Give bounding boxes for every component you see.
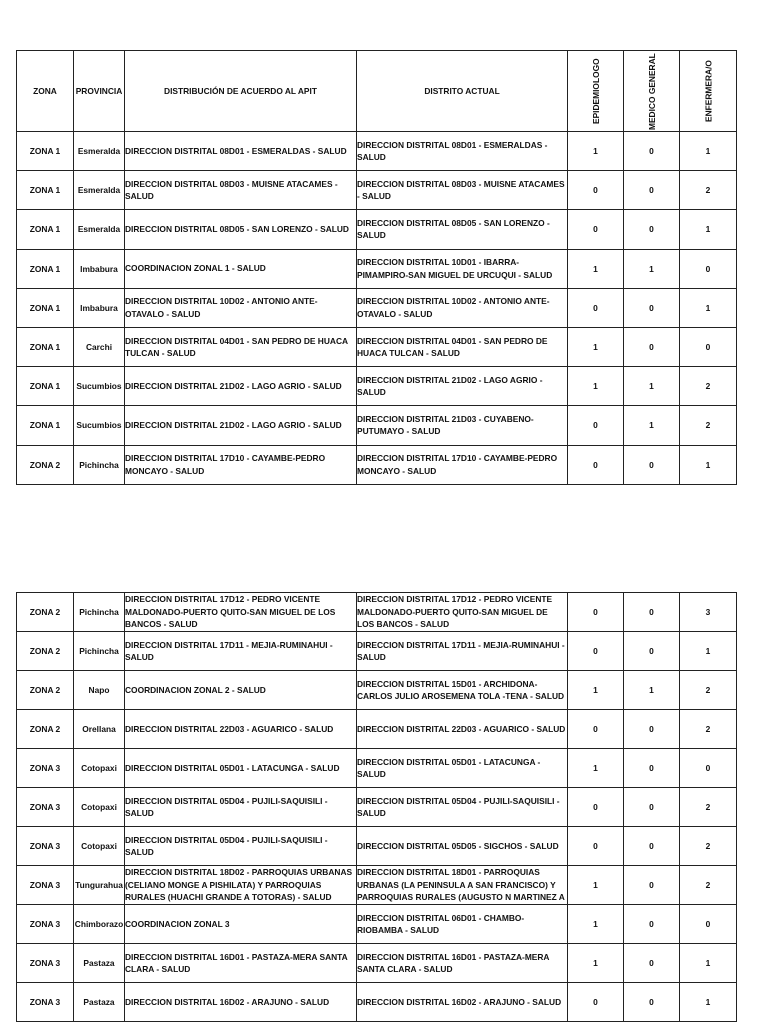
distrito-actual-cell: DIRECCION DISTRITAL 17D12 - PEDRO VICENTE MALDONADO-PUERTO QUITO-SAN MIGUEL DE LOS BANCOS - SALUD: [357, 593, 568, 632]
medico-general-count-cell: 0: [624, 327, 680, 366]
distrito-actual-cell: DIRECCION DISTRITAL 15D01 - ARCHIDONA-CARLOS JULIO AROSEMENA TOLA -TENA - SALUD: [357, 671, 568, 710]
epidemiologo-count-cell: 0: [568, 632, 624, 671]
provincia-cell: Cotopaxi: [74, 788, 125, 827]
header-medico-general: MEDICO GENERAL: [624, 51, 680, 132]
provincia-cell: Esmeralda: [74, 171, 125, 210]
table-row: [17, 132, 737, 171]
distribucion-cell: DIRECCION DISTRITAL 05D01 - LATACUNGA - SALUD: [125, 749, 357, 788]
medico-general-count-cell: 0: [624, 171, 680, 210]
zona-cell: ZONA 2: [17, 671, 74, 710]
table-row: [17, 827, 737, 866]
provincia-cell: Pichincha: [74, 632, 125, 671]
table-row: [17, 788, 737, 827]
staff-distribution-table-page-2: [16, 592, 737, 1022]
enfermera-count-cell: 0: [680, 749, 737, 788]
provincia-cell: Pichincha: [74, 593, 125, 632]
header-distribucion: DISTRIBUCIÓN DE ACUERDO AL APIT: [125, 51, 357, 132]
table-row: [17, 710, 737, 749]
distrito-actual-cell: DIRECCION DISTRITAL 08D01 - ESMERALDAS - SALUD: [357, 132, 568, 171]
epidemiologo-count-cell: 0: [568, 406, 624, 445]
provincia-cell: Esmeralda: [74, 210, 125, 249]
enfermera-count-cell: 1: [680, 210, 737, 249]
provincia-cell: Sucumbios: [74, 406, 125, 445]
zona-cell: ZONA 2: [17, 632, 74, 671]
distrito-actual-cell: DIRECCION DISTRITAL 16D02 - ARAJUNO - SALUD: [357, 983, 568, 1022]
zona-cell: ZONA 3: [17, 866, 74, 905]
provincia-cell: Sucumbios: [74, 367, 125, 406]
provincia-cell: Napo: [74, 671, 125, 710]
distrito-actual-cell: DIRECCION DISTRITAL 16D01 - PASTAZA-MERA SANTA CLARA - SALUD: [357, 944, 568, 983]
distribucion-cell: DIRECCION DISTRITAL 05D04 - PUJILI-SAQUISILI - SALUD: [125, 788, 357, 827]
medico-general-count-cell: 0: [624, 710, 680, 749]
enfermera-count-cell: 1: [680, 983, 737, 1022]
zona-cell: ZONA 3: [17, 749, 74, 788]
table-row: [17, 406, 737, 445]
distribucion-cell: DIRECCION DISTRITAL 16D01 - PASTAZA-MERA SANTA CLARA - SALUD: [125, 944, 357, 983]
medico-general-count-cell: 0: [624, 593, 680, 632]
table-row: [17, 671, 737, 710]
distrito-actual-cell: DIRECCION DISTRITAL 17D11 - MEJIA-RUMINAHUI - SALUD: [357, 632, 568, 671]
zona-cell: ZONA 1: [17, 210, 74, 249]
provincia-cell: Chimborazo: [74, 905, 125, 944]
distribucion-cell: DIRECCION DISTRITAL 18D02 - PARROQUIAS URBANAS (CELIANO MONGE A PISHILATA) Y PARROQUIAS RURALES (HUACHI GRANDE A TOTORAS) - SALUD: [125, 866, 357, 905]
table-row: [17, 749, 737, 788]
medico-general-count-cell: 1: [624, 367, 680, 406]
staff-distribution-table-page-1: [16, 50, 737, 485]
table-row: [17, 944, 737, 983]
distribucion-cell: DIRECCION DISTRITAL 08D03 - MUISNE ATACAMES - SALUD: [125, 171, 357, 210]
table-row: [17, 171, 737, 210]
zona-cell: ZONA 3: [17, 905, 74, 944]
epidemiologo-count-cell: 1: [568, 327, 624, 366]
header-epidemiologo: EPIDEMIOLOGO: [568, 51, 624, 132]
epidemiologo-count-cell: 0: [568, 288, 624, 327]
distrito-actual-cell: DIRECCION DISTRITAL 06D01 - CHAMBO-RIOBAMBA - SALUD: [357, 905, 568, 944]
enfermera-count-cell: 1: [680, 944, 737, 983]
medico-general-count-cell: 0: [624, 983, 680, 1022]
provincia-cell: Orellana: [74, 710, 125, 749]
zona-cell: ZONA 1: [17, 288, 74, 327]
table-row: [17, 983, 737, 1022]
distrito-actual-cell: DIRECCION DISTRITAL 05D05 - SIGCHOS - SALUD: [357, 827, 568, 866]
medico-general-count-cell: 0: [624, 288, 680, 327]
epidemiologo-count-cell: 1: [568, 671, 624, 710]
distribucion-cell: COORDINACION ZONAL 1 - SALUD: [125, 249, 357, 288]
distribucion-cell: DIRECCION DISTRITAL 04D01 - SAN PEDRO DE HUACA TULCAN - SALUD: [125, 327, 357, 366]
epidemiologo-count-cell: 1: [568, 367, 624, 406]
zona-cell: ZONA 3: [17, 788, 74, 827]
enfermera-count-cell: 3: [680, 593, 737, 632]
distribucion-cell: DIRECCION DISTRITAL 17D11 - MEJIA-RUMINAHUI - SALUD: [125, 632, 357, 671]
enfermera-count-cell: 1: [680, 288, 737, 327]
zona-cell: ZONA 1: [17, 249, 74, 288]
zona-cell: ZONA 3: [17, 827, 74, 866]
enfermera-count-cell: 2: [680, 406, 737, 445]
enfermera-count-cell: 2: [680, 367, 737, 406]
medico-general-count-cell: 0: [624, 905, 680, 944]
distribucion-cell: DIRECCION DISTRITAL 17D10 - CAYAMBE-PEDRO MONCAYO - SALUD: [125, 445, 357, 484]
distribucion-cell: DIRECCION DISTRITAL 10D02 - ANTONIO ANTE-OTAVALO - SALUD: [125, 288, 357, 327]
distribucion-cell: DIRECCION DISTRITAL 08D05 - SAN LORENZO - SALUD: [125, 210, 357, 249]
enfermera-count-cell: 1: [680, 132, 737, 171]
epidemiologo-count-cell: 1: [568, 905, 624, 944]
provincia-cell: Tungurahua: [74, 866, 125, 905]
zona-cell: ZONA 1: [17, 406, 74, 445]
epidemiologo-count-cell: 0: [568, 171, 624, 210]
medico-general-count-cell: 0: [624, 866, 680, 905]
provincia-cell: Pastaza: [74, 944, 125, 983]
zona-cell: ZONA 2: [17, 445, 74, 484]
provincia-cell: Cotopaxi: [74, 749, 125, 788]
distribucion-cell: DIRECCION DISTRITAL 21D02 - LAGO AGRIO - SALUD: [125, 406, 357, 445]
table-row: [17, 905, 737, 944]
table-body: [17, 132, 737, 485]
enfermera-count-cell: 0: [680, 905, 737, 944]
distrito-actual-cell: DIRECCION DISTRITAL 04D01 - SAN PEDRO DE HUACA TULCAN - SALUD: [357, 327, 568, 366]
header-distrito-actual: DISTRITO ACTUAL: [357, 51, 568, 132]
distrito-actual-cell: DIRECCION DISTRITAL 10D02 - ANTONIO ANTE-OTAVALO - SALUD: [357, 288, 568, 327]
distribucion-cell: DIRECCION DISTRITAL 17D12 - PEDRO VICENTE MALDONADO-PUERTO QUITO-SAN MIGUEL DE LOS BANCOS - SALUD: [125, 593, 357, 632]
epidemiologo-count-cell: 1: [568, 249, 624, 288]
medico-general-count-cell: 0: [624, 827, 680, 866]
provincia-cell: Pichincha: [74, 445, 125, 484]
table-row: [17, 327, 737, 366]
distrito-actual-cell: DIRECCION DISTRITAL 21D03 - CUYABENO-PUTUMAYO - SALUD: [357, 406, 568, 445]
provincia-cell: Imbabura: [74, 288, 125, 327]
zona-cell: ZONA 3: [17, 983, 74, 1022]
distribucion-cell: DIRECCION DISTRITAL 22D03 - AGUARICO - SALUD: [125, 710, 357, 749]
epidemiologo-count-cell: 0: [568, 210, 624, 249]
header-provincia: PROVINCIA: [74, 51, 125, 132]
epidemiologo-count-cell: 1: [568, 749, 624, 788]
epidemiologo-count-cell: 0: [568, 445, 624, 484]
medico-general-count-cell: 1: [624, 249, 680, 288]
provincia-cell: Imbabura: [74, 249, 125, 288]
enfermera-count-cell: 0: [680, 327, 737, 366]
distrito-actual-cell: DIRECCION DISTRITAL 05D04 - PUJILI-SAQUISILI - SALUD: [357, 788, 568, 827]
enfermera-count-cell: 2: [680, 866, 737, 905]
zona-cell: ZONA 1: [17, 132, 74, 171]
header-row: [17, 51, 737, 132]
enfermera-count-cell: 2: [680, 710, 737, 749]
table-row: [17, 593, 737, 632]
epidemiologo-count-cell: 0: [568, 827, 624, 866]
table-row: [17, 445, 737, 484]
header-zona: ZONA: [17, 51, 74, 132]
provincia-cell: Pastaza: [74, 983, 125, 1022]
zona-cell: ZONA 2: [17, 710, 74, 749]
enfermera-count-cell: 2: [680, 171, 737, 210]
zona-cell: ZONA 1: [17, 327, 74, 366]
distribucion-cell: DIRECCION DISTRITAL 21D02 - LAGO AGRIO - SALUD: [125, 367, 357, 406]
provincia-cell: Cotopaxi: [74, 827, 125, 866]
medico-general-count-cell: 0: [624, 749, 680, 788]
table-row: [17, 866, 737, 905]
distrito-actual-cell: DIRECCION DISTRITAL 08D05 - SAN LORENZO - SALUD: [357, 210, 568, 249]
medico-general-count-cell: 0: [624, 445, 680, 484]
distrito-actual-cell: DIRECCION DISTRITAL 08D03 - MUISNE ATACAMES - SALUD: [357, 171, 568, 210]
table-row: [17, 288, 737, 327]
distribucion-cell: COORDINACION ZONAL 2 - SALUD: [125, 671, 357, 710]
epidemiologo-count-cell: 1: [568, 132, 624, 171]
enfermera-count-cell: 0: [680, 249, 737, 288]
distrito-actual-cell: DIRECCION DISTRITAL 17D10 - CAYAMBE-PEDRO MONCAYO - SALUD: [357, 445, 568, 484]
enfermera-count-cell: 2: [680, 671, 737, 710]
epidemiologo-count-cell: 0: [568, 710, 624, 749]
medico-general-count-cell: 0: [624, 632, 680, 671]
medico-general-count-cell: 1: [624, 406, 680, 445]
distribucion-cell: COORDINACION ZONAL 3: [125, 905, 357, 944]
distribucion-cell: DIRECCION DISTRITAL 05D04 - PUJILI-SAQUISILI - SALUD: [125, 827, 357, 866]
provincia-cell: Carchi: [74, 327, 125, 366]
header-enfermera: ENFERMERA/O: [680, 51, 737, 132]
provincia-cell: Esmeralda: [74, 132, 125, 171]
table-body: [17, 593, 737, 1022]
enfermera-count-cell: 1: [680, 632, 737, 671]
distrito-actual-cell: DIRECCION DISTRITAL 21D02 - LAGO AGRIO - SALUD: [357, 367, 568, 406]
distrito-actual-cell: DIRECCION DISTRITAL 10D01 - IBARRA-PIMAMPIRO-SAN MIGUEL DE URCUQUI - SALUD: [357, 249, 568, 288]
distrito-actual-cell: DIRECCION DISTRITAL 18D01 - PARROQUIAS URBANAS (LA PENINSULA A SAN FRANCISCO) Y PARROQUIAS RURALES (AUGUSTO N MARTINEZ A: [357, 866, 568, 905]
medico-general-count-cell: 0: [624, 944, 680, 983]
table-row: [17, 249, 737, 288]
epidemiologo-count-cell: 1: [568, 866, 624, 905]
zona-cell: ZONA 2: [17, 593, 74, 632]
epidemiologo-count-cell: 0: [568, 593, 624, 632]
zona-cell: ZONA 3: [17, 944, 74, 983]
table-row: [17, 632, 737, 671]
epidemiologo-count-cell: 0: [568, 983, 624, 1022]
medico-general-count-cell: 0: [624, 210, 680, 249]
distrito-actual-cell: DIRECCION DISTRITAL 22D03 - AGUARICO - SALUD: [357, 710, 568, 749]
epidemiologo-count-cell: 1: [568, 944, 624, 983]
enfermera-count-cell: 1: [680, 445, 737, 484]
medico-general-count-cell: 1: [624, 671, 680, 710]
distribucion-cell: DIRECCION DISTRITAL 08D01 - ESMERALDAS - SALUD: [125, 132, 357, 171]
enfermera-count-cell: 2: [680, 788, 737, 827]
epidemiologo-count-cell: 0: [568, 788, 624, 827]
zona-cell: ZONA 1: [17, 171, 74, 210]
enfermera-count-cell: 2: [680, 827, 737, 866]
table-row: [17, 210, 737, 249]
zona-cell: ZONA 1: [17, 367, 74, 406]
table-row: [17, 367, 737, 406]
medico-general-count-cell: 0: [624, 132, 680, 171]
distribucion-cell: DIRECCION DISTRITAL 16D02 - ARAJUNO - SALUD: [125, 983, 357, 1022]
medico-general-count-cell: 0: [624, 788, 680, 827]
distrito-actual-cell: DIRECCION DISTRITAL 05D01 - LATACUNGA - SALUD: [357, 749, 568, 788]
